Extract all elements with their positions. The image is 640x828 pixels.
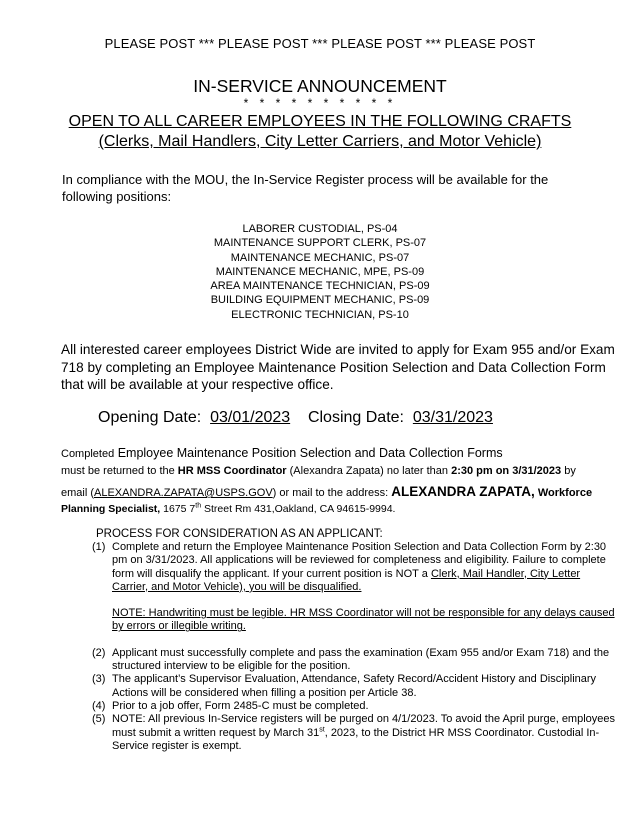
position-item: ELECTRONIC TECHNICIAN, PS-10 [231,308,409,321]
eligibility-heading: OPEN TO ALL CAREER EMPLOYEES IN THE FOLLOWING CRAFTS [68,113,572,130]
address-line [61,503,395,515]
intro-paragraph: In compliance with the MOU, the In-Service Register process will be available for the following positions: [62,172,549,204]
item-text: The applicant’s Supervisor Evaluation, Attendance, Safety Record/Accident History and Disciplinary Actions will be considered when filling a position per Article 38. [112,673,597,699]
item-number: (1) [92,541,106,553]
crafts-list: (Clerks, Mail Handlers, City Letter Carriers, and Motor Vehicle) [98,133,542,150]
workforce-word: Workforce [537,487,593,499]
item-text: Prior to a job offer, Form 2485-C must be completed. [112,699,369,712]
must-suffix: by [564,465,576,477]
position-item: AREA MAINTENANCE TECHNICIAN, PS-09 [210,280,430,293]
email-line [61,484,592,499]
process-heading: PROCESS FOR CONSIDERATION AS AN APPLICANT: [96,528,383,540]
address-start: 1675 7 [163,503,196,515]
invite-paragraph: All interested career employees District Wide are invited to apply for Exam 955 and/or Exam 718 by completing an Employee Maintenance Position Selection and Data Collection Form that will be available at your respective office. [61,342,615,392]
coordinator-title: HR MSS Coordinator [177,465,287,477]
position-item: MAINTENANCE SUPPORT CLERK, PS-07 [213,237,427,250]
item-text: NOTE: All previous In-Service registers will be purged on 4/1/2023. To avoid the April purge, employees must submit a written request by March 31 [112,713,616,739]
item-text-end: , 2023, to the District HR MSS Coordinator. Custodial In-Service register is exempt. [112,726,600,752]
positions-list [0,222,640,322]
item-number: (3) [92,673,106,686]
coordinator-name: (Alexandra Zapata) no later than [289,465,449,477]
deadline: 2:30 pm on 3/31/2023 [451,465,562,477]
position-item: BUILDING EQUIPMENT MECHANIC, PS-09 [210,294,430,307]
process-list [92,541,616,753]
position-item: MAINTENANCE MECHANIC, MPE, PS-09 [215,265,425,278]
page-title: IN-SERVICE ANNOUNCEMENT [193,76,447,96]
item-text: Applicant must successfully complete and pass the examination (Exam 955 and/or Exam 718) and the structured interview to be eligible for the position. [112,646,610,673]
process-item-4 [92,699,616,713]
address-ordinal: th [195,502,202,510]
position-item: LABORER CUSTODIAL, PS-04 [242,223,398,235]
completed-word: Completed [61,448,115,460]
dates-line [98,409,493,427]
email-prefix: email ( [61,487,95,499]
address-rest: Street Rm 431,Oakland, CA 94615-9994. [204,503,396,515]
contact-name: ALEXANDRA ZAPATA, [391,484,535,499]
item-number: (5) [92,713,106,726]
forms-name: Employee Maintenance Position Selection and Data Collection Forms [117,446,503,460]
item-number: (4) [92,699,106,712]
process-item-3 [92,673,616,700]
ordinal-suffix: st [319,725,325,733]
process-item-5 [92,713,616,753]
post-banner: PLEASE POST *** PLEASE POST *** PLEASE POST *** PLEASE POST [104,36,536,51]
closing-date-label: Closing Date: [307,409,404,426]
forms-line [61,446,503,460]
planning-title: Planning Specialist, [61,503,161,515]
item-number: (2) [92,646,106,659]
must-prefix: must be returned to the [61,465,175,477]
position-item: MAINTENANCE MECHANIC, PS-07 [230,251,410,264]
item-text: Complete and return the Employee Maintenance Position Selection and Data Collection Form by 2:30 pm on 3/31/2023. All applications will be reviewed for completeness and eligibility. Failure to complete form will disqualify the applicant. If your current position is NOT a [112,541,607,580]
deadline-line [61,465,576,477]
email-link[interactable]: ALEXANDRA.ZAPATA@USPS.GOV [94,487,273,499]
email-suffix: ) or mail to the address: [272,487,389,499]
process-item-2 [92,646,616,674]
closing-date-value: 03/31/2023 [412,409,493,426]
star-divider: * * * * * * * * * * [243,96,397,110]
handwriting-note: NOTE: Handwriting must be legible. HR MSS Coordinator will not be responsible for any delays caused by errors or illegible writing. [112,607,615,633]
opening-date-value: 03/01/2023 [210,409,291,426]
item-disqualify-text: Clerk, Mail Handler, City Letter Carrier, and Motor Vehicle), you will be disqualified. [112,567,581,593]
process-item-1 [92,541,616,634]
opening-date-label: Opening Date: [98,409,202,426]
